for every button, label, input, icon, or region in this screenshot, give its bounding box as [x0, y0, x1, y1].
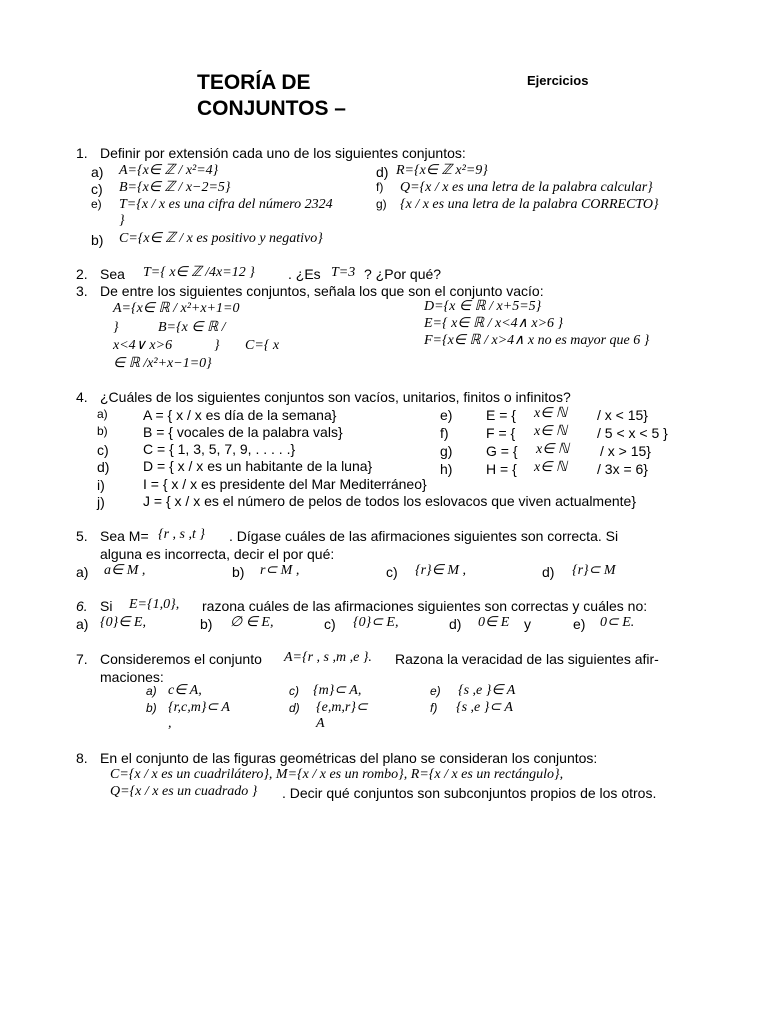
- q4-a-text: A = { x / x es día de la semana}: [143, 407, 337, 423]
- q2-set: T={ x∈ ℤ /4x=12 }: [143, 265, 255, 280]
- exercises-label: Ejercicios: [527, 73, 589, 88]
- q7-c-label: c): [289, 684, 299, 698]
- q4-i-text: I = { x / x es presidente del Mar Mediterráneo}: [143, 476, 427, 492]
- q3-text: De entre los siguientes conjuntos, señala los que son el conjunto vacío:: [100, 283, 544, 299]
- q1-a-label: a): [91, 164, 104, 180]
- q4-j-text: J = { x / x es el número de pelos de todos los eslovacos que viven actualmente}: [143, 493, 637, 509]
- q4-f-member: x∈ ℕ: [534, 424, 568, 439]
- q1-b-label: b): [91, 232, 104, 248]
- q4-g-post: / x > 15}: [600, 443, 651, 459]
- q3-set-c-cond: ∈ ℝ /x²+x−1=0}: [113, 356, 212, 371]
- q1-d-set: R={x∈ ℤ x²=9}: [396, 163, 488, 178]
- q4-e-member: x∈ ℕ: [534, 406, 568, 421]
- q7-b-stmt-cont: ,: [168, 716, 172, 731]
- q6-c-label: c): [324, 616, 336, 632]
- q4-a-label: a): [97, 407, 108, 421]
- q3-set-a: A={x∈ ℝ / x²+x+1=0: [113, 301, 240, 316]
- q6-a-stmt: {0}∈ E,: [100, 615, 146, 630]
- q1-g-label: g): [376, 197, 387, 211]
- q1-b-set: C={x∈ ℤ / x es positivo y negativo}: [119, 231, 323, 246]
- q5-number: 5.: [76, 528, 88, 544]
- q5-c-stmt: {r}∈ M ,: [415, 563, 467, 578]
- q4-g-pre: G = {: [486, 443, 518, 459]
- q1-e-label: e): [91, 197, 102, 211]
- q7-a-label: a): [146, 684, 157, 698]
- q7-d-stmt: {e,m,r}⊂: [316, 700, 368, 715]
- q5-line2: alguna es incorrecta, decir el por qué:: [100, 546, 335, 562]
- q7-number: 7.: [76, 651, 88, 667]
- q2-why: ? ¿Por qué?: [364, 266, 442, 282]
- q7-e-stmt: {s ,e }∈ A: [458, 683, 516, 698]
- q4-g-member: x∈ ℕ: [536, 442, 570, 457]
- q6-b-stmt: ∅ ∈ E,: [230, 615, 274, 630]
- q4-e-label: e): [440, 407, 453, 423]
- q7-d-label: d): [289, 701, 300, 715]
- q6-a-label: a): [76, 616, 89, 632]
- q7-d-stmt-cont: A: [316, 716, 325, 731]
- q3-set-a-close: }: [113, 320, 119, 335]
- q5-a-stmt: a∈ M ,: [104, 563, 146, 578]
- q3-set-c: C={ x: [245, 338, 280, 353]
- q1-e-set: T={x / x es una cifra del número 2324: [119, 197, 333, 212]
- q5-d-label: d): [542, 564, 555, 580]
- q4-f-pre: F = {: [486, 425, 516, 441]
- q4-h-label: h): [440, 461, 453, 477]
- q5-a-label: a): [76, 564, 89, 580]
- q4-h-post: / 3x = 6}: [597, 461, 648, 477]
- q6-d-label: d): [449, 616, 462, 632]
- q6-si: Si: [100, 598, 113, 614]
- q6-c-stmt: {0}⊂ E,: [353, 615, 399, 630]
- q8-sets-line: C={x / x es un cuadrilátero}, M={x / x es un rombo}, R={x / x es un rectángulo},: [110, 767, 564, 782]
- q1-f-set: Q={x / x es una letra de la palabra calcular}: [400, 180, 653, 195]
- q5-b-label: b): [232, 564, 245, 580]
- q6-e-label: e): [573, 616, 586, 632]
- q7-f-label: f): [430, 701, 438, 715]
- q1-d-label: d): [376, 164, 389, 180]
- q2-es: . ¿Es: [288, 266, 321, 282]
- q3-set-b-close: }: [214, 338, 220, 353]
- q5-c-label: c): [386, 564, 398, 580]
- q4-e-post: / x < 15}: [597, 407, 648, 423]
- q7-a-stmt: c∈ A,: [168, 683, 202, 698]
- q5-pre: Sea M=: [100, 528, 149, 544]
- q6-y: y: [524, 616, 531, 632]
- q7-c-stmt: {m}⊂ A,: [313, 683, 362, 698]
- q1-text: Definir por extensión cada uno de los siguientes conjuntos:: [100, 145, 466, 161]
- q8-number: 8.: [76, 750, 88, 766]
- q6-number: 6.: [76, 598, 88, 614]
- q3-set-f: F={x∈ ℝ / x>4∧ x no es mayor que 6 }: [424, 333, 650, 348]
- q1-number: 1.: [76, 145, 88, 161]
- q8-set-q: Q={x / x es un cuadrado }: [110, 784, 258, 799]
- q7-f-stmt: {s ,e }⊂ A: [456, 700, 513, 715]
- q4-j-label: j): [97, 494, 105, 510]
- q4-d-label: d): [97, 459, 110, 475]
- q6-set: E={1,0},: [129, 597, 180, 612]
- q3-set-b: B={x ∈ ℝ /: [158, 320, 226, 335]
- q7-pre: Consideremos el conjunto: [100, 651, 262, 667]
- q5-set: {r , s ,t }: [158, 527, 205, 542]
- q4-b-text: B = { vocales de la palabra vals}: [143, 424, 343, 440]
- q4-e-pre: E = {: [486, 407, 516, 423]
- q3-set-e: E={ x∈ ℝ / x<4∧ x>6 }: [424, 316, 564, 331]
- q4-c-text: C = { 1, 3, 5, 7, 9, . . . . .}: [143, 441, 296, 457]
- q1-e-set-close: }: [119, 213, 125, 228]
- q4-h-pre: H = {: [486, 461, 517, 477]
- q1-c-label: c): [91, 181, 103, 197]
- page-title-line2: CONJUNTOS –: [197, 97, 346, 120]
- q4-f-post: / 5 < x < 5 }: [597, 425, 668, 441]
- q2-sea: Sea: [100, 266, 125, 282]
- page-title-line1: TEORÍA DE: [197, 71, 311, 94]
- q4-i-label: i): [97, 477, 105, 493]
- q1-c-set: B={x∈ ℤ / x−2=5}: [119, 180, 231, 195]
- q3-set-b-cond: x<4∨ x>6: [113, 338, 173, 353]
- q7-line2: maciones:: [100, 669, 164, 685]
- q2-equation: T=3: [331, 265, 356, 280]
- q7-b-label: b): [146, 701, 157, 715]
- q3-number: 3.: [76, 283, 88, 299]
- q5-b-stmt: r⊂ M ,: [260, 563, 300, 578]
- q4-h-member: x∈ ℕ: [534, 460, 568, 475]
- q4-number: 4.: [76, 389, 88, 405]
- q4-c-label: c): [97, 442, 109, 458]
- q4-f-label: f): [440, 425, 449, 441]
- q6-post: razona cuáles de las afirmaciones siguientes son correctas y cuáles no:: [202, 598, 648, 614]
- q3-set-d: D={x ∈ ℝ / x+5=5}: [424, 299, 542, 314]
- q1-a-set: A={x∈ ℤ / x²=4}: [119, 163, 219, 178]
- q8-text: En el conjunto de las figuras geométricas del plano se consideran los conjuntos:: [100, 750, 598, 766]
- q7-post: Razona la veracidad de las siguientes afir-: [395, 651, 659, 667]
- q4-b-label: b): [97, 424, 108, 438]
- q6-d-stmt: 0∈ E: [478, 615, 510, 630]
- q7-set: A={r , s ,m ,e }.: [284, 650, 372, 665]
- q2-number: 2.: [76, 266, 88, 282]
- q7-b-stmt: {r,c,m}⊂ A: [168, 700, 230, 715]
- q4-text: ¿Cuáles de los siguientes conjuntos son vacíos, unitarios, finitos o infinitos?: [100, 389, 571, 405]
- q6-b-label: b): [200, 616, 213, 632]
- q4-d-text: D = { x / x es un habitante de la luna}: [143, 458, 373, 474]
- q5-d-stmt: {r}⊂ M: [572, 563, 616, 578]
- q5-post: . Dígase cuáles de las afirmaciones siguientes son correcta. Si: [229, 528, 619, 544]
- q1-f-label: f): [376, 180, 384, 194]
- q4-g-label: g): [440, 443, 453, 459]
- q8-question: . Decir qué conjuntos son subconjuntos propios de los otros.: [282, 785, 657, 801]
- q1-g-set: {x / x es una letra de la palabra CORRECTO}: [400, 197, 659, 212]
- q7-e-label: e): [430, 684, 441, 698]
- q6-e-stmt: 0⊂ E.: [600, 615, 635, 630]
